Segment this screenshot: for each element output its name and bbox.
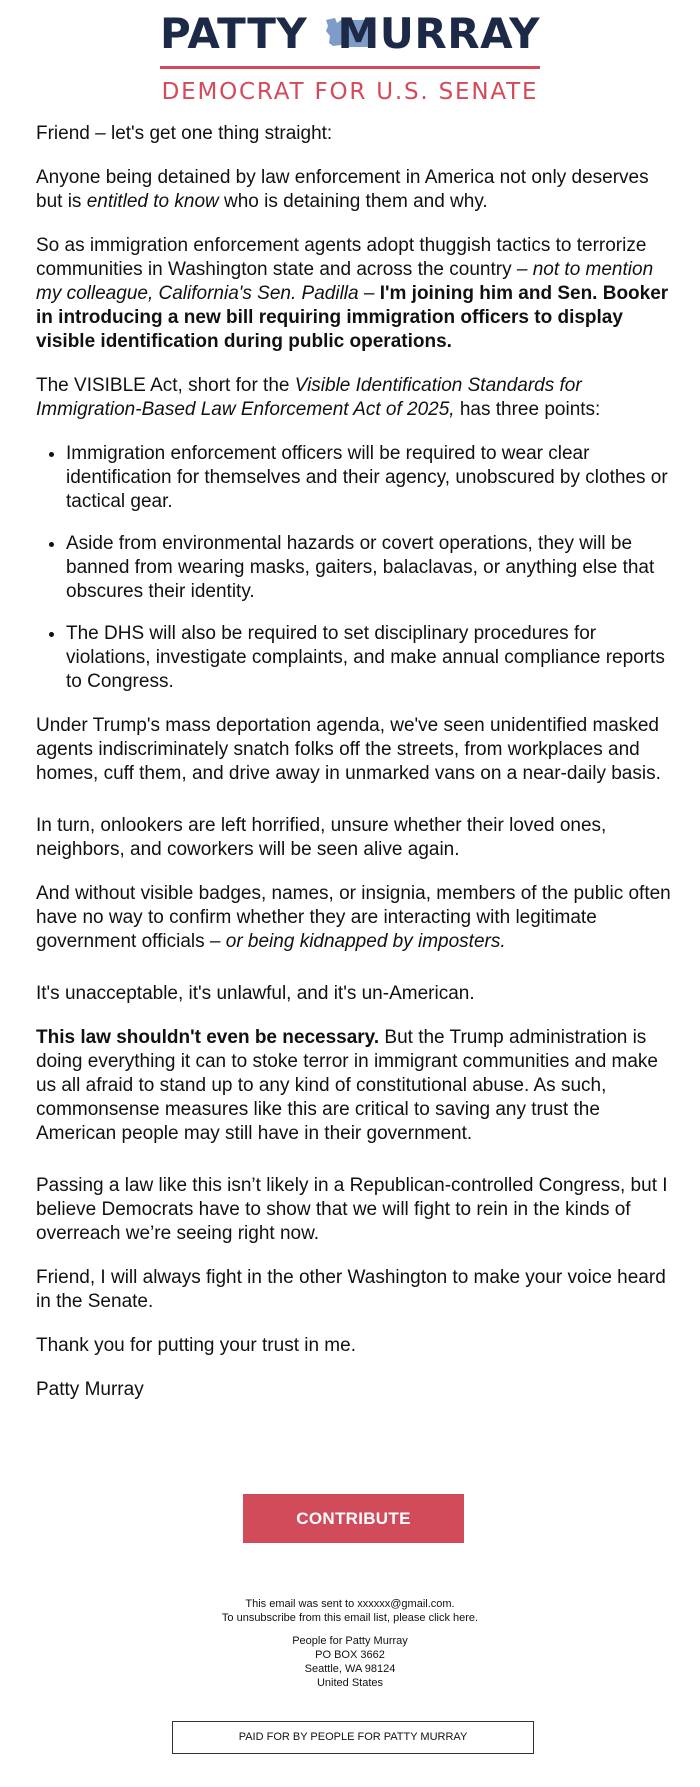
greeting: Friend – let's get one thing straight: <box>36 123 333 144</box>
paid-for-disclaimer: PAID FOR BY PEOPLE FOR PATTY MURRAY <box>172 1721 534 1754</box>
mailing-address <box>0 1634 700 1690</box>
paragraph-fight: Friend, I will always fight in the other Washington to make your voice heard in the Senate. <box>36 1267 666 1312</box>
list-item: • Aside from environmental hazards or covert operations, they will be banned from wearing masks, gaiters, balaclavas, or anything else that obscures their identity. <box>66 532 676 604</box>
list-item: • Immigration enforcement officers will be required to wear clear identification for themselves and their agency, unobscured by clothes or tactical gear. <box>66 442 676 514</box>
address-line: Seattle, WA 98124 <box>304 1663 396 1675</box>
paragraph-thank-you: Thank you for putting your trust in me. <box>36 1335 356 1356</box>
logo-divider <box>160 66 540 69</box>
signature: Patty Murray <box>36 1379 144 1400</box>
sent-to-line: This email was sent to xxxxxx@gmail.com. <box>245 1598 455 1610</box>
list-item: • The DHS will also be required to set disciplinary procedures for violations, investigate complaints, and make annual compliance reports to Congress. <box>66 622 676 694</box>
email-body <box>36 122 676 1422</box>
address-line: PO BOX 3662 <box>315 1649 385 1661</box>
recipient-email-link[interactable]: xxxxxx@gmail.com <box>357 1598 452 1610</box>
address-line: People for Patty Murray <box>292 1635 408 1647</box>
logo-wordmark <box>160 8 540 60</box>
paragraph-onlookers: In turn, onlookers are left horrified, unsure whether their loved ones, neighbors, and coworkers will be seen alive again. <box>36 815 607 860</box>
paragraph-entitled: Anyone being detained by law enforcement in America not only deserves but is entitled to know who is detaining them and why. <box>36 167 649 212</box>
logo-subtitle: DEMOCRAT FOR U.S. SENATE <box>161 79 539 105</box>
logo-first-name: PATTY <box>160 9 308 58</box>
logo-last-name: MURRAY <box>337 9 540 58</box>
unsubscribe-link[interactable]: click here <box>428 1612 476 1624</box>
paragraph-visible-act: The VISIBLE Act, short for the Visible Identification Standards for Immigration-Based Law Enforcement Act of 2025, has three points: <box>36 375 601 420</box>
address-line: United States <box>316 1677 384 1689</box>
footer-recipient-info <box>0 1597 700 1625</box>
bill-points-list <box>36 442 676 694</box>
paragraph-not-necessary: This law shouldn't even be necessary. But the Trump administration is doing everything it can to stoke terror in immigrant communities and make us all afraid to stand up to any kind of constitutional abuse. As such, commonsense measures like this are critical to saving any trust the American people may still have in their government. <box>36 1027 658 1144</box>
paragraph-republican-congress: Passing a law like this isn’t likely in a Republican-controlled Congress, but I believe Democrats have to show that we will fight to rein in the kinds of overreach we’re seeing right now. <box>36 1175 668 1244</box>
paragraph-deportation-agenda: Under Trump's mass deportation agenda, we've seen unidentified masked agents indiscriminately snatch folks off the streets, from workplaces and homes, cuff them, and drive away in unmarked vans on a near-daily basis. <box>36 715 661 784</box>
unsubscribe-line: To unsubscribe from this email list, please click here. <box>221 1612 479 1624</box>
email-footer <box>0 1597 700 1699</box>
paragraph-no-badges: And without visible badges, names, or insignia, members of the public often have no way to confirm whether they are interacting with legitimate government officials – or being kidnapped by imposters. <box>36 883 671 952</box>
paragraph-unacceptable: It's unacceptable, it's unlawful, and it's un-American. <box>36 983 475 1004</box>
contribute-button[interactable]: CONTRIBUTE <box>243 1494 464 1543</box>
campaign-logo <box>0 8 700 108</box>
paragraph-bill-announcement: So as immigration enforcement agents adopt thuggish tactics to terrorize communities in Washington state and across the country – not to mention my colleague, California's Sen. Padilla – I'm joining him and Sen. Booker in introducing a new bill requiring immigration officers to display visible identification during public operations. <box>36 235 669 352</box>
